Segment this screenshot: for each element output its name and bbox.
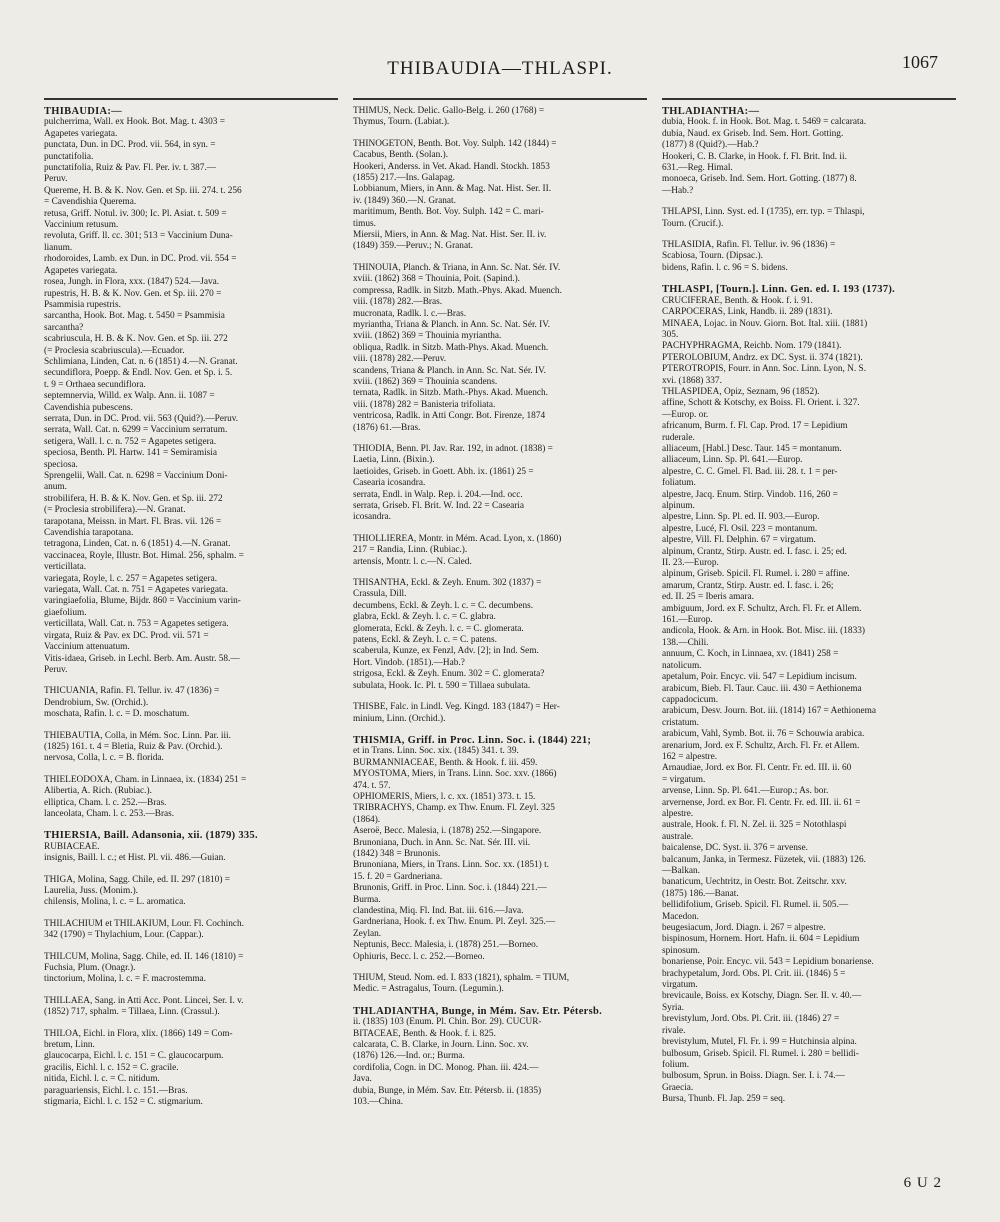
dictionary-entry [353, 702, 647, 725]
entry-line: Ophiuris, Becc. l. c. 252.—Borneo. [353, 951, 485, 962]
entry-line: THILOA, Eichl. in Flora, xlix. (1866) 149 = Com- [44, 1028, 233, 1039]
entry-line: THLASIDIA, Rafin. Fl. Tellur. iv. 96 (1836) = [662, 240, 836, 251]
entry-line: (= Proclesia scabriuscula).—Ecuador. [44, 345, 185, 356]
entry-line: serrata, Dun. in DC. Prod. vii. 563 (Quid?).—Peruv. [44, 413, 239, 424]
entry-line: Macedon. [662, 911, 699, 922]
entry-line: xviii. (1862) 369 = Thouinia scandens. [353, 376, 498, 387]
dictionary-entry [44, 996, 338, 1019]
entry-line: arabicum, Bieb. Fl. Taur. Cauc. iii. 430 = Aethionema [662, 683, 862, 694]
entry-line: Vaccinium retusum. [44, 220, 119, 231]
entry-line: alpinum. [662, 501, 695, 511]
entry-line: scabriuscula, H. B. & K. Nov. Gen. et Sp. iii. 272 [44, 334, 228, 345]
entry-line: —Hab.? [662, 185, 694, 196]
entry-line: 161.—Europ. [662, 615, 713, 626]
entry-line: artensis, Montr. l. c.—N. Caled. [353, 556, 472, 567]
entry-line: Medic. = Astragalus, Tourn. (Legumin.). [353, 984, 504, 995]
entry-line: xviii. (1862) 369 = Thouinia myriantha. [353, 331, 502, 342]
entry-line: BITACEAE, Benth. & Hook. f. i. 825. [353, 1028, 496, 1039]
entry-line: (1849) 359.—Peruv.; N. Granat. [353, 241, 473, 252]
entry-line: strobilifera, H. B. & K. Nov. Gen. et Sp. iii. 272 [44, 493, 223, 504]
entry-line: Dendrobium, Sw. (Orchid.). [44, 697, 149, 708]
entry-line: vaccinacea, Royle, Illustr. Bot. Himal. 256, sphalm. = [44, 550, 244, 561]
entry-line: Peruv. [44, 664, 68, 675]
entry-line: THIGA, Molina, Sagg. Chile, ed. II. 297 (1810) = [44, 874, 230, 885]
entry-line: verticillata. [44, 562, 87, 573]
entry-line: bispinosum, Hornem. Hort. Hafn. ii. 604 = Lepidium [662, 934, 860, 945]
running-title: THIBAUDIA—THLASPI. [387, 58, 613, 79]
entry-line: (= Proclesia strobilifera).—N. Granat. [44, 505, 186, 516]
entry-line: decumbens, Eckl. & Zeyh. l. c. = C. decumbens. [353, 600, 534, 611]
dictionary-entry [353, 973, 647, 996]
entry-line: THIEBAUTIA, Colla, in Mém. Soc. Linn. Par. iii. [44, 730, 231, 741]
entry-line: arvernense, Jord. ex Bor. Fl. Centr. Fr. ed. III. ii. 61 = [662, 797, 861, 808]
entry-line: baicalense, DC. Syst. ii. 376 = arvense. [662, 843, 808, 854]
entry-line: setigera, Wall. l. c. n. 752 = Agapetes setigera. [44, 436, 217, 447]
entry-line: retusa, Griff. Notul. iv. 300; Ic. Pl. Asiat. t. 509 = [44, 208, 227, 219]
entry-line: THISBE, Falc. in Lindl. Veg. Kingd. 183 (1847) = Her- [353, 702, 560, 713]
page-number: 1067 [902, 52, 938, 72]
dictionary-entry [44, 919, 338, 942]
entry-line: Lobbianum, Miers, in Ann. & Mag. Nat. Hist. Ser. II. [353, 184, 552, 195]
entry-line: maritimum, Benth. Bot. Voy. Sulph. 142 = C. mari- [353, 207, 544, 218]
entry-line: glaucocarpa, Eichl. l. c. 151 = C. glaucocarpum. [44, 1051, 224, 1062]
entry-line: RUBIACEAE. [44, 841, 100, 852]
entry-line: mucronata, Radlk. l. c.—Bras. [353, 308, 467, 319]
entry-line: THLASPIDEA, Opiz, Seznam, 96 (1852). [662, 386, 820, 397]
entry-line: nitida, Eichl. l. c. = C. nitidum. [44, 1074, 160, 1085]
entry-line: THILLAEA, Sang. in Atti Acc. Pont. Lincei, Ser. I. v. [44, 995, 244, 1006]
entry-line: Burma. [353, 894, 381, 905]
entry-line: bellidifolium, Griseb. Spicil. Fl. Rumel. ii. 505.— [662, 900, 849, 911]
dictionary-entry [44, 1029, 338, 1109]
entry-line: Brunoniana, Duch. in Ann. Sc. Nat. Sér. III. vii. [353, 837, 531, 848]
entry-heading: THIERSIA, Baill. Adansonia, xii. (1879) 335. [44, 830, 258, 842]
entry-line: BURMANNIACEAE, Benth. & Hook. f. iii. 459. [353, 757, 538, 768]
entry-line: Psammisia rupestris. [44, 299, 121, 310]
entry-line: gracilis, Eichl. l. c. 152 = C. gracile. [44, 1062, 179, 1073]
entry-line: THLAPSI, Linn. Syst. ed. I (1735), err. typ. = Thlaspi, [662, 207, 865, 218]
entry-line: Hookeri, C. B. Clarke, in Hook. f. Fl. Brit. Ind. ii. [662, 151, 847, 162]
entry-line: tarapotana, Meissn. in Mart. Fl. Bras. vii. 126 = [44, 516, 222, 527]
entry-line: (1875) 186.—Banat. [662, 888, 739, 899]
entry-line: Zeylan. [353, 928, 382, 939]
entry-line: folium. [662, 1059, 690, 1070]
entry-line: Scabiosa, Tourn. (Dipsac.). [662, 251, 763, 262]
entry-line: Fuchsia, Plum. (Onagr.). [44, 963, 136, 974]
entry-line: 217 = Randia, Linn. (Rubiac.). [353, 545, 468, 556]
entry-line: OPHIOMERIS, Miers, l. c. xx. (1851) 373. t. 15. [353, 791, 536, 802]
entry-line: balcanum, Janka, in Termesz. Füzetek, vii. (1883) 126. [662, 854, 866, 865]
entry-line: punctatifolia. [44, 151, 94, 162]
entry-line: Brunoniana, Miers, in Trans. Linn. Soc. xx. (1851) t. [353, 860, 550, 871]
entry-line: alliaceum, [Habl.] Desc. Taur. 145 = montanum. [662, 443, 842, 454]
entry-line: Agapetes variegata. [44, 128, 118, 139]
entry-line: Alibertia, A. Rich. (Rubiac.). [44, 786, 152, 797]
entry-line: Aseroë, Becc. Malesia, i. (1878) 252.—Singapore. [353, 826, 542, 837]
entry-line: THIOLLIEREA, Montr. in Mém. Acad. Lyon, x. (1860) [353, 533, 562, 544]
entry-line: punctata, Dun. in DC. Prod. vii. 564, in syn. = [44, 140, 216, 151]
entry-line: dubia, Naud. ex Griseb. Ind. Sem. Hort. Gotting. [662, 128, 844, 139]
entry-line: Sprengelii, Wall. Cat. n. 6298 = Vaccinium Doni- [44, 471, 228, 481]
entry-line: Tourn. (Crucif.). [662, 218, 724, 229]
entry-line: monoeca, Griseb. Ind. Sem. Hort. Gotting. (1877) 8. [662, 174, 857, 185]
entry-line: banaticum, Uechtritz, in Oestr. Bot. Zeitschr. xxv. [662, 877, 847, 888]
dictionary-entry [44, 731, 338, 765]
entry-line: iv. (1849) 360.—N. Granat. [353, 195, 456, 206]
entry-line: —Balkan. [662, 866, 700, 876]
entry-line: Vaccinium attenuatum. [44, 642, 130, 653]
entry-line: Gardneriana, Hook. f. ex Thw. Enum. Pl. Zeyl. 325.— [353, 917, 556, 928]
entry-line: paraguariensis, Eichl. l. c. 151.—Bras. [44, 1085, 188, 1096]
entry-line: australe, Hook. f. Fl. N. Zel. ii. 325 = Notothlaspi [662, 820, 847, 831]
entry-line: THINOGETON, Benth. Bot. Voy. Sulph. 142 (1844) = [353, 138, 557, 149]
entry-line: THICUANIA, Rafin. Fl. Tellur. iv. 47 (1836) = [44, 686, 220, 697]
entry-line: ed. II. 25 = Iberis amara. [662, 592, 754, 603]
entry-line: viii. (1878) 282.—Bras. [353, 297, 443, 308]
entry-line: foliatum. [662, 478, 696, 489]
entry-line: alpestre, Linn. Sp. Pl. ed. II. 903.—Europ. [662, 512, 820, 523]
entry-line: et in Trans. Linn. Soc. xix. (1845) 341. t. 39. [353, 746, 519, 757]
entry-line: Laurelia, Juss. (Monim.). [44, 886, 138, 896]
entry-line: THIMUS, Neck. Delic. Gallo-Belg. i. 260 (1768) = [353, 106, 545, 116]
entry-line: scandens, Triana & Planch. in Ann. Sc. Nat. Sér. IV. [353, 365, 546, 376]
entry-line: Schlimiana, Linden, Cat. n. 6 (1851) 4.—N. Granat. [44, 356, 238, 367]
entry-line: rhodoroides, Lamb. ex Dun. in DC. Prod. vii. 554 = [44, 254, 237, 265]
entry-line: strigosa, Eckl. & Zeyh. Enum. 302 = C. glomerata? [353, 669, 545, 680]
entry-line: insignis, Baill. l. c.; et Hist. Pl. vii. 486.—Guian. [44, 853, 226, 864]
entry-line: THINOUIA, Planch. & Triana, in Ann. Sc. Nat. Sér. IV. [353, 262, 561, 273]
entry-line: Java. [353, 1074, 372, 1085]
entry-line: icosandra. [353, 512, 391, 523]
entry-line: serrata, Wall. Cat. n. 6299 = Vaccinium serratum. [44, 425, 228, 436]
entry-line: brachypetalum, Jord. Obs. Pl. Crit. iii. (1846) 5 = [662, 968, 846, 979]
dictionary-entry [353, 1006, 647, 1109]
entry-line: punctatifolia, Ruiz & Pav. Fl. Per. iv. t. 387.— [44, 163, 217, 174]
dictionary-entry [353, 578, 647, 692]
entry-line: viii. (1878) 282 = Banisteria trifoliata. [353, 399, 496, 410]
dictionary-entry [44, 775, 338, 821]
entry-line: PACHYPHRAGMA, Reichb. Nom. 179 (1841). [662, 341, 842, 352]
entry-line: secundiflora, Poepp. & Endl. Nov. Gen. et Sp. i. 5. [44, 368, 233, 379]
entry-line: t. 9 = Orthaea secundiflora. [44, 379, 146, 390]
entry-line: Cacabus, Benth. (Solan.). [353, 150, 449, 161]
entry-line: chilensis, Molina, l. c. = L. aromatica. [44, 897, 186, 908]
entry-line: lianum. [44, 242, 73, 253]
text-columns [44, 98, 956, 1188]
entry-line: Thymus, Tourn. (Labiat.). [353, 117, 450, 128]
entry-line: rivale. [662, 1025, 686, 1036]
entry-line: arabicum, Desv. Journ. Bot. iii. (1814) 167 = Aethionema [662, 706, 877, 717]
entry-line: nervosa, Colla, l. c. = B. florida. [44, 753, 164, 764]
entry-line: speciosa. [44, 459, 78, 470]
entry-line: CRUCIFERAE, Benth. & Hook. f. i. 91. [662, 295, 813, 306]
dictionary-entry [662, 207, 956, 230]
entry-line: cordifolia, Cogn. in DC. Monog. Phan. iii. 424.— [353, 1062, 539, 1073]
entry-line: alliaceum, Linn. Sp. Pl. 641.—Europ. [662, 455, 803, 466]
dictionary-entry [353, 735, 647, 963]
column-top-rule [44, 98, 338, 100]
entry-line: dubia, Hook. f. in Hook. Bot. Mag. t. 5469 = calcarata. [662, 117, 867, 128]
entry-line: MYOSTOMA, Miers, in Trans. Linn. Soc. xxv. (1866) [353, 769, 557, 780]
entry-line: alpestre. [662, 808, 694, 819]
entry-line: Casearia icosandra. [353, 478, 426, 489]
entry-line: xviii. (1862) 368 = Thouinia, Poit. (Sapind.). [353, 274, 520, 285]
entry-line: arvense, Linn. Sp. Pl. 641.—Europ.; As. bor. [662, 786, 829, 797]
entry-line: amarum, Crantz, Stirp. Austr. ed. I. fasc. i. 26; [662, 580, 834, 591]
entry-line: CARPOCERAS, Link, Handb. ii. 289 (1831). [662, 307, 833, 318]
entry-line: (1876) 126.—Ind. or.; Burma. [353, 1051, 465, 1062]
entry-line: elliptica, Cham. l. c. 252.—Bras. [44, 797, 167, 808]
entry-line: (1855) 217.—Ins. Galapag. [353, 173, 455, 184]
entry-line: bretum, Linn. [44, 1040, 95, 1051]
entry-line: virgatum. [662, 980, 698, 991]
entry-line: natolicum. [662, 660, 702, 671]
entry-line: africanum, Burm. f. Fl. Cap. Prod. 17 = Lepidium [662, 421, 848, 432]
entry-line: ii. (1835) 103 (Enum. Pl. Chin. Bor. 29). CUCUR- [353, 1017, 542, 1028]
dictionary-entry [662, 284, 956, 1105]
entry-line: alpestre, C. C. Gmel. Fl. Bad. iii. 28. t. 1 = per- [662, 466, 838, 477]
entry-line: arabicum, Vahl, Symb. Bot. ii. 76 = Schouwia arabica. [662, 729, 865, 740]
entry-line: brevistylum, Mutel, Fl. Fr. i. 99 = Hutchinsia alpina. [662, 1037, 857, 1048]
entry-line: MINAEA, Lojac. in Nouv. Giorn. Bot. Ital. xiii. (1881) [662, 318, 868, 329]
entry-line: obliqua, Radlk. in Sitzb. Math-Phys. Akad. Muench. [353, 342, 549, 353]
entry-line: verticillata, Wall. Cat. n. 753 = Agapetes setigera. [44, 619, 229, 630]
entry-line: 342 (1790) = Thylachium, Lour. (Cappar.). [44, 930, 204, 941]
entry-line: 631.—Reg. Himal. [662, 163, 733, 174]
entry-line: Queremе, H. B. & K. Nov. Gen. et Sp. iii. 274. t. 256 [44, 185, 242, 196]
entry-line: andicola, Hook. & Arn. in Hook. Bot. Misc. iii. (1833) [662, 626, 865, 637]
entry-line: 103.—China. [353, 1097, 404, 1108]
entry-line: anum. [44, 482, 67, 493]
entry-line: Hookeri, Anderss. in Vet. Akad. Handl. Stockh. 1853 [353, 161, 550, 172]
entry-line: xvi. (1868) 337. [662, 375, 722, 386]
dictionary-entry [44, 952, 338, 986]
entry-line: THIODIA, Benn. Pl. Jav. Rar. 192, in adnot. (1838) = [353, 443, 553, 454]
entry-line: tinctorium, Molina, l. c. = F. macrostemma. [44, 974, 207, 985]
entry-line: Miersii, Miers, in Ann. & Mag. Nat. Hist. Ser. II. iv. [353, 230, 547, 241]
entry-line: (1825) 161. t. 4 = Bletia, Ruiz & Pav. (Orchid.). [44, 741, 223, 752]
entry-line: II. 23.—Europ. [662, 558, 719, 569]
entry-line: PTEROLOBIUM, Andrz. ex DC. Syst. ii. 374 (1821). [662, 352, 863, 363]
entry-heading: THLASPI, [Tourn.]. Linn. Gen. ed. I. 193 (1737). [662, 284, 896, 296]
entry-line: ternata, Radlk. in Sitzb. Math.-Phys. Akad. Muench. [353, 388, 548, 399]
entry-line: revoluta, Griff. ll. cc. 301; 513 = Vaccinium Duna- [44, 231, 233, 242]
dictionary-entry [662, 240, 956, 274]
entry-line: septemnervia, Willd. ex Walp. Ann. ii. 1087 = [44, 391, 215, 402]
entry-line: alpestre, Vill. Fl. Delphin. 67 = virgatum. [662, 535, 816, 546]
entry-line: Cavendishia pubescens. [44, 402, 133, 413]
entry-line: rupestris, H. B. & K. Nov. Gen. et Sp. iii. 270 = [44, 288, 222, 299]
entry-line: THIELEODOXA, Cham. in Linnaea, ix. (1834) 251 = [44, 774, 247, 785]
entry-line: = Cavendishia Querema. [44, 197, 137, 208]
entry-line: alpinum, Crantz, Stirp. Austr. ed. I. fasc. i. 25; ed. [662, 546, 847, 557]
entry-line: cappadocicum. [662, 694, 719, 705]
entry-line: THILCUM, Molina, Sagg. Chile, ed. II. 146 (1810) = [44, 951, 244, 962]
entry-heading: THLADIANTHA:— [662, 106, 760, 117]
entry-line: serrata, Endl. in Walp. Rep. i. 204.—Ind. occ. [353, 489, 523, 500]
entry-line: sarcantha? [44, 322, 84, 333]
entry-line: speciosa, Benth. Pl. Hartw. 141 = Semiramisia [44, 448, 217, 459]
entry-line: viii. (1878) 282.—Peruv. [353, 354, 447, 365]
entry-line: cristatum. [662, 717, 699, 728]
dictionary-entry [353, 263, 647, 434]
column-right [662, 98, 956, 1188]
entry-line: timus. [353, 218, 376, 229]
entry-line: glabra, Eckl. & Zeyh. l. c. = C. glabra. [353, 612, 496, 623]
entry-line: alpestre, Lucé, Fl. Osil. 223 = montanum. [662, 523, 818, 534]
column-middle [353, 98, 647, 1188]
entry-line: 474. t. 57. [353, 780, 391, 791]
entry-line: (1876) 61.—Bras. [353, 422, 421, 433]
entry-line: serrata, Griseb. Fl. Brit. W. Ind. 22 = Casearia [353, 501, 525, 511]
entry-line: arenarium, Jord. ex F. Schultz, Arch. Fl. Fr. et Allem. [662, 740, 860, 751]
entry-line: = virgatum. [662, 774, 706, 785]
entry-heading: THLADIANTHA, Bunge, in Mém. Sav. Etr. Pétersb. [353, 1005, 603, 1017]
entry-line: annuum, C. Koch, in Linnaea, xv. (1841) 258 = [662, 649, 839, 660]
entry-line: 162 = alpestre. [662, 751, 718, 762]
entry-line: australe. [662, 831, 694, 842]
entry-line: bonariense, Poir. Encyc. vii. 543 = Lepidium bonariense. [662, 957, 874, 968]
entry-line: laetioides, Griseb. in Goett. Abh. ix. (1861) 25 = [353, 466, 534, 477]
entry-line: giaefolium. [44, 607, 87, 618]
entry-line: sarcantha, Hook. Bot. Mag. t. 5450 = Psammisia [44, 311, 225, 322]
entry-line: ambiguum, Jord. ex F. Schultz, Arch. Fl. Fr. et Allem. [662, 603, 862, 614]
entry-line: 305. [662, 329, 679, 340]
entry-line: Hort. Vindob. (1851).—Hab.? [353, 657, 465, 668]
entry-line: varingiaefolia, Blume, Bijdr. 860 = Vaccinium varin- [44, 596, 241, 607]
column-left [44, 98, 338, 1188]
entry-line: PTEROTROPIS, Fourr. in Ann. Soc. Linn. Lyon, N. S. [662, 364, 867, 375]
dictionary-entry [353, 139, 647, 253]
entry-line: bidens, Rafin. l. c. 96 = S. bidens. [662, 262, 788, 273]
dictionary-entry [44, 830, 338, 864]
entry-line: tetragona, Linden, Cat. n. 6 (1851) 4.—N. Granat. [44, 539, 231, 550]
entry-line: variegata, Royle, l. c. 257 = Agapetes setigera. [44, 573, 218, 584]
column-top-rule [353, 98, 647, 100]
entry-line: (1877) 8 (Quid?).—Hab.? [662, 140, 759, 151]
entry-line: bulbosum, Griseb. Spicil. Fl. Rumel. i. 280 = bellidi- [662, 1048, 859, 1059]
entry-line: Neptunis, Becc. Malesia, i. (1878) 251.—Borneo. [353, 940, 539, 951]
entry-line: glomerata, Eckl. & Zeyh. l. c. = C. glomerata. [353, 623, 524, 634]
entry-line: THISANTHA, Eckl. & Zeyh. Enum. 302 (1837) = [353, 578, 542, 589]
entry-line: 15. f. 20 = Gardneriana. [353, 871, 443, 882]
entry-line: virgata, Ruiz & Pav. ex DC. Prod. vii. 571 = [44, 630, 209, 641]
entry-line: (1864). [353, 814, 381, 825]
entry-line: (1852) 717, sphalm. = Tillaea, Linn. (Crassul.). [44, 1007, 220, 1018]
entry-line: beugesiacum, Jord. Diagn. i. 267 = alpestre. [662, 923, 826, 934]
entry-heading: THIBAUDIA:— [44, 106, 122, 117]
entry-line: Laetia, Linn. (Bixin.). [353, 455, 435, 466]
entry-line: Brunonis, Griff. in Proc. Linn. Soc. i. (1844) 221.— [353, 883, 547, 894]
entry-line: brevicaule, Boiss. ex Kotschy, Diagn. Ser. II. v. 40.— [662, 991, 862, 1002]
entry-line: Bursa, Thunb. Fl. Jap. 259 = seq. [662, 1094, 786, 1105]
entry-line: minium, Linn. (Orchid.). [353, 713, 446, 724]
dictionary-entry [353, 534, 647, 568]
entry-line: subulata, Hook. Ic. Pl. t. 590 = Tillaea subulata. [353, 680, 531, 691]
entry-line: —Europ. or. [662, 409, 709, 420]
entry-line: affine, Schott & Kotschy, ex Boiss. Fl. Orient. i. 327. [662, 398, 860, 409]
dictionary-entry [662, 106, 956, 197]
entry-line: Graecia. [662, 1082, 694, 1093]
dictionary-entry [44, 875, 338, 909]
entry-line: rosea, Jungh. in Flora, xxx. (1847) 524.—Java. [44, 277, 220, 288]
entry-line: pulcherrima, Wall. ex Hook. Bot. Mag. t. 4303 = [44, 117, 225, 128]
entry-line: moschata, Rafin. l. c. = D. moschatum. [44, 709, 190, 720]
entry-line: brevistylum, Jord. Obs. Pl. Crit. iii. (1846) 27 = [662, 1014, 840, 1025]
entry-line: Cavendishia tarapotana. [44, 528, 134, 539]
entry-line: alpinum, Griseb. Spicil. Fl. Rumel. i. 280 = affine. [662, 569, 850, 580]
entry-line: (1842) 348 = Brunonis. [353, 848, 441, 859]
entry-line: alpestre, Jacq. Enum. Stirp. Vindob. 116, 260 = [662, 489, 838, 500]
entry-heading: THISMIA, Griff. in Proc. Linn. Soc. i. (1844) 221; [353, 734, 592, 746]
entry-line: bulbosum, Sprun. in Boiss. Diagn. Ser. I. i. 74.— [662, 1071, 845, 1082]
entry-line: THILACHIUM et THILAKIUM, Lour. Fl. Cochinch. [44, 918, 244, 929]
entry-line: Crassula, Dill. [353, 589, 407, 600]
entry-line: myriantha, Triana & Planch. in Ann. Sc. Nat. Sér. IV. [353, 319, 551, 330]
dictionary-entry [353, 106, 647, 129]
entry-line: variegata, Wall. Cat. n. 751 = Agapetes variegata. [44, 585, 228, 596]
entry-line: Vitis-idaea, Griseb. in Lechl. Berb. Am. Austr. 58.— [44, 653, 240, 664]
entry-line: THIUM, Steud. Nom. ed. I. 833 (1821), sphalm. = TIUM, [353, 973, 570, 984]
entry-line: Syria. [662, 1002, 684, 1013]
entry-line: ruderale. [662, 432, 695, 443]
entry-line: lanceolata, Cham. l. c. 253.—Bras. [44, 808, 175, 819]
entry-line: Agapetes variegata. [44, 265, 118, 276]
entry-line: patens, Eckl. & Zeyh. l. c. = C. patens. [353, 635, 497, 646]
entry-line: ventricosa, Radlk. in Atti Congr. Bot. Firenze, 1874 [353, 411, 546, 422]
dictionary-entry [353, 444, 647, 524]
entry-line: scaberula, Kunze, ex Fenzl, Adv. [2]; in Ind. Sem. [353, 646, 539, 657]
dictionary-entry [44, 686, 338, 720]
entry-line: dubia, Bunge, in Mém. Sav. Etr. Pétersb. ii. (1835) [353, 1085, 542, 1096]
entry-line: Peruv. [44, 174, 68, 185]
dictionary-entry [44, 106, 338, 676]
entry-line: 138.—Chili. [662, 637, 709, 648]
entry-line: stigmaria, Eichl. l. c. 152 = C. stigmarium. [44, 1097, 203, 1108]
entry-line: spinosum. [662, 945, 700, 956]
entry-line: Arnaudiae, Jord. ex Bor. Fl. Centr. Fr. ed. III. ii. 60 [662, 763, 852, 774]
entry-line: TRIBRACHYS, Champ. ex Thw. Enum. Fl. Zeyl. 325 [353, 803, 555, 814]
entry-line: clandestina, Miq. Fl. Ind. Bat. iii. 616.—Java. [353, 906, 524, 916]
entry-line: compressa, Radlk. in Sitzb. Math.-Phys. Akad. Muench. [353, 285, 562, 296]
entry-line: apetalum, Poir. Encyc. vii. 547 = Lepidium incisum. [662, 672, 857, 683]
printer-signature: 6 U 2 [903, 1175, 942, 1191]
column-top-rule [662, 98, 956, 100]
entry-line: calcarata, C. B. Clarke, in Journ. Linn. Soc. xv. [353, 1040, 529, 1051]
